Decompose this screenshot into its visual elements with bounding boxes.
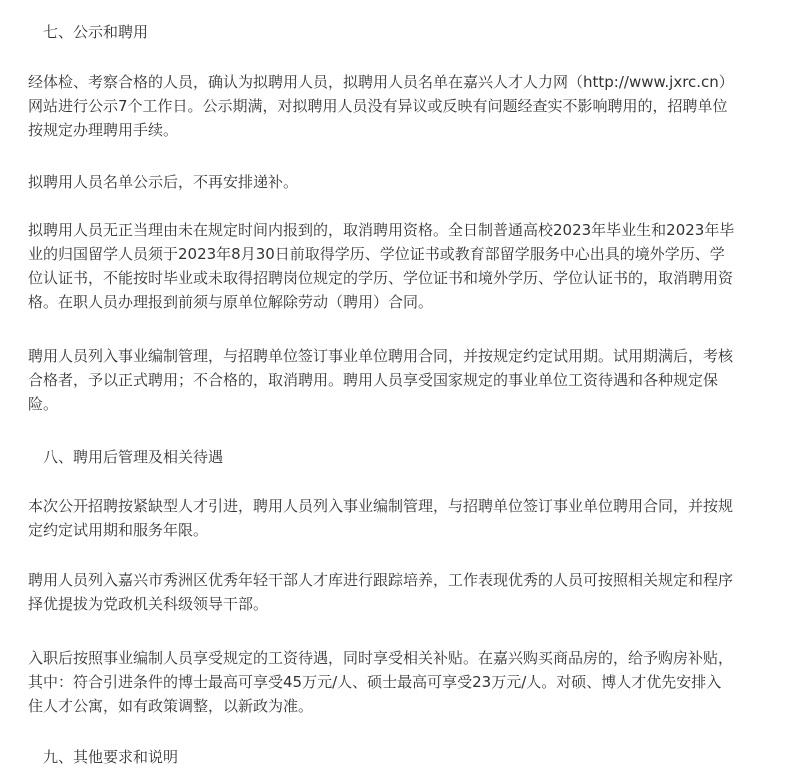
paragraph-line: 合格者，予以正式聘用；不合格的，取消聘用。聘用人员享受国家规定的事业单位工资待遇和各种规定保	[28, 371, 719, 389]
paragraph-line: 格。在职人员办理报到前须与原单位解除劳动（聘用）合同。	[28, 293, 434, 311]
paragraph-line: 住人才公寓，如有政策调整，以新政为准。	[28, 697, 314, 715]
paragraph-8-2	[28, 568, 794, 616]
paragraph-7-3	[28, 218, 794, 314]
paragraph-line: 经体检、考察合格的人员，确认为拟聘用人员，拟聘用人员名单在嘉兴人才人力网（http://www.jxrc.cn）	[28, 73, 734, 91]
paragraph-line: 其中：符合引进条件的博士最高可享受45万元/人、硕士最高可享受23万元/人。对硕、博人才优先安排入	[28, 673, 722, 691]
paragraph-line: 按规定办理聘用手续。	[28, 121, 179, 139]
paragraph-line: 本次公开招聘按紧缺型人才引进，聘用人员列入事业编制管理，与招聘单位签订事业单位聘用合同，并按规	[28, 497, 734, 515]
paragraph-line: 拟聘用人员无正当理由未在规定时间内报到的，取消聘用资格。全日制普通高校2023年毕业生和2023年毕	[28, 221, 735, 239]
paragraph-line: 聘用人员列入事业编制管理，与招聘单位签订事业单位聘用合同，并按规定约定试用期。试用期满后，考核	[28, 347, 734, 365]
paragraph-line: 聘用人员列入嘉兴市秀洲区优秀年轻干部人才库进行跟踪培养，工作表现优秀的人员可按照相关规定和程序	[28, 571, 734, 589]
paragraph-line: 定约定试用期和服务年限。	[28, 521, 209, 539]
paragraph-7-1	[28, 70, 794, 142]
paragraph-line: 择优提拔为党政机关科级领导干部。	[28, 595, 269, 613]
paragraph-7-4	[28, 344, 794, 416]
paragraph-line: 位认证书，不能按时毕业或未取得招聘岗位规定的学历、学位证书和境外学历、学位认证书的，取消聘用资	[28, 269, 734, 287]
paragraph-line: 业的归国留学人员须于2023年8月30日前取得学历、学位证书或教育部留学服务中心出具的境外学历、学	[28, 245, 725, 263]
paragraph-8-1	[28, 494, 794, 542]
paragraph-line: 网站进行公示7个工作日。公示期满，对拟聘用人员没有异议或反映有问题经查实不影响聘用的，招聘单位	[28, 97, 728, 115]
section-heading-9: 九、其他要求和说明	[28, 748, 179, 766]
paragraph-line: 拟聘用人员名单公示后，不再安排递补。	[28, 173, 299, 191]
section-heading-8: 八、聘用后管理及相关待遇	[28, 448, 224, 466]
paragraph-line: 入职后按照事业编制人员享受规定的工资待遇，同时享受相关补贴。在嘉兴购买商品房的，给予购房补贴，	[28, 649, 734, 667]
paragraph-7-2	[28, 170, 794, 194]
paragraph-line: 险。	[28, 395, 59, 413]
section-heading-7: 七、公示和聘用	[28, 23, 149, 41]
paragraph-8-3	[28, 646, 794, 718]
